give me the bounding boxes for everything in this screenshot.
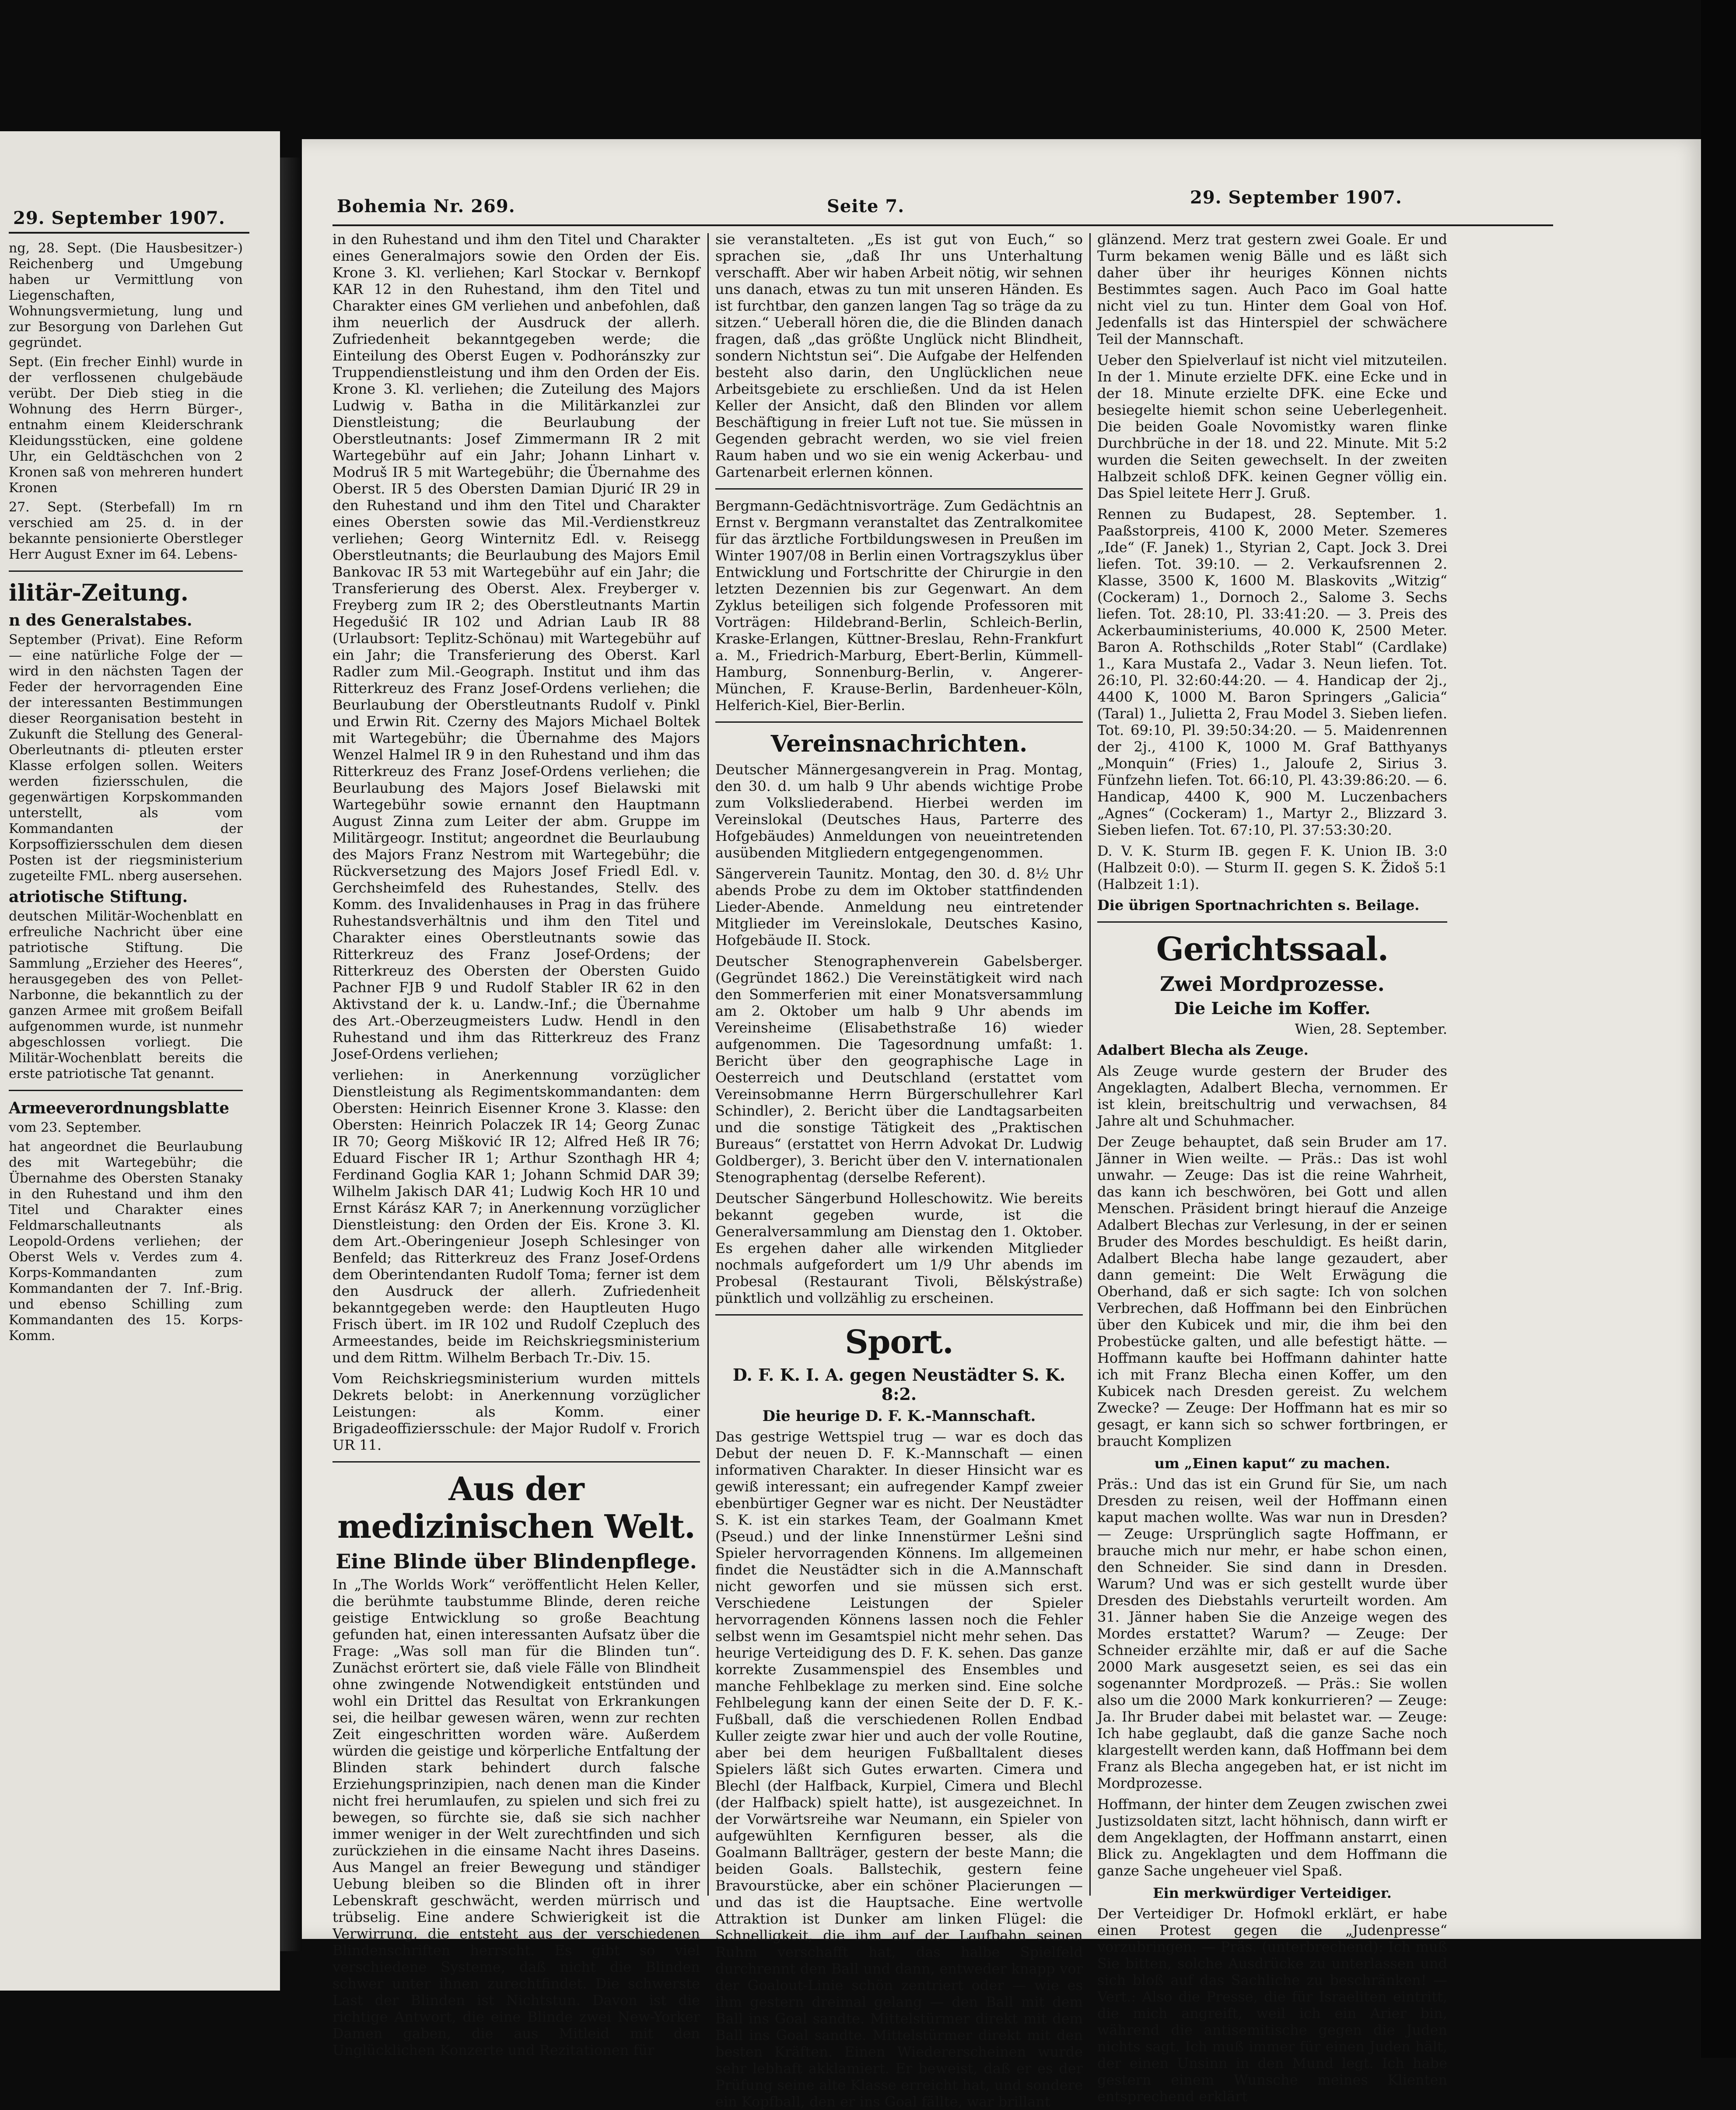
article-subtitle: Adalbert Blecha als Zeuge. <box>1097 1042 1309 1058</box>
article-paragraph: Der Zeuge behauptet, daß sein Bruder am 17. Jänner in Wien weilte. — Präs.: Das ist wohl unwahr. — Zeuge: Das ist die reine Wahrheit, das kann ich beschwören, bei Gott und allen Menschen. Präsident bringt hierauf die Anzeige Adalbert Blechas zur Verlesung, in der er seinen Bruder des Mordes beschuldigt. Es heißt darin, Adalbert Blecha habe lange gezaudert, aber dann gemeint: Die Welt Erwägung die Oberhand, daß er sich sagte: Ich von solchen Verbrechen, daß Hoffmann bei den Einbrüchen über den Kubicek und mir, die ihm bei den Probestücke galten, und alle befestigt hätte. — Hoffmann kaufte bei Hoffmann dahinter hatte ich mit Franz Blecha einen Koffer, um den Kubicek nach Dresden gereist. Zu welchem Zwecke? — Zeuge: Der Hoffmann hat es mir so gesagt, er kann sich so schwer fortbringen, er braucht Komplizen <box>1097 1134 1447 1449</box>
article-paragraph: verliehen: in Anerkennung vorzüglicher Dienstleistung als Regimentskommandanten: dem Obersten: Heinrich Eisenner Krone 3. Klasse: den Obersten: Heinrich Polaczek IR 14; Georg Zunac IR 70; Georg Mišković IR 12; Alfred Heß IR 76; Eduard Fischer IR 1; Arthur Szonthagh HR 4; Ferdinand Goglia KAR 1; Johann Schmid DAR 39; Wilhelm Jakisch DAR 41; Ludwig Koch HR 10 und Ernst Kárász KAR 7; in Anerkennung vorzüglicher Dienstleistung: den Orden der Eis. Krone 3. Kl. dem Art.-Oberingenieur Joseph Schlesinger von Benfeld; das Ritterkreuz des Franz Josef-Ordens dem Oberintendanten Rudolf Toma; ferner ist dem den Ausdruck der allerh. Zufriedenheit bekanntgegeben werde: den Hauptleuten Hugo Frisch übert. im IR 102 und Rudolf Czepluch des Armeestandes, beide im Reichskriegsministerium und dem Rittm. Wilhelm Berbach Tr.-Div. 15. <box>332 1067 700 1366</box>
column-rule <box>1089 233 1091 1896</box>
left-paragraph: September (Privat). Eine Reform — eine natürliche Folge der — wird in den nächsten Tagen der Feder der hervorragenden Eine der interessanten Bestimmungen dieser Reorganisation besteht in Zukunft die Stellung des General-Oberleutnants di- ptleuten erster Klasse erfolgen sollen. Weiters werden fiziersschulen, die gegenwärtigen Korpskommanden unterstellt, als vom Kommandanten der Korpsoffiziersschulen dem diesen Posten ist der riegsministerium zugeteilte FML. nberg ausersehen. <box>9 632 243 884</box>
divider <box>9 1090 243 1091</box>
article-paragraph: Hoffmann, der hinter dem Zeugen zwischen zwei Justizsoldaten sitzt, lacht höhnisch, dann wirft er dem Angeklagten, der Hoffmann anstarrt, einen Blick zu. Angeklagten und dem Hoffmann die ganze Sache ungeheuer viel Spaß. <box>1097 1796 1447 1879</box>
divider <box>715 721 1083 723</box>
left-subheading: atriotische Stiftung. <box>9 888 188 906</box>
header-rule <box>332 224 1553 226</box>
article-paragraph: Sängerverein Taunitz. Montag, den 30. d. 8½ Uhr abends Probe zu dem im Oktober stattfindenden Lieder-Abende. Anmeldung neu eintretender Mitglieder im Vereinslokale, Deutsches Kasino, Hofgebäude II. Stock. <box>715 865 1083 948</box>
article-title: Eine Blinde über Blindenpflege. <box>336 1550 697 1573</box>
divider <box>9 570 243 572</box>
article-paragraph: in den Ruhestand und ihm den Titel und Charakter eines Generalmajors sowie den Orden der Eis. Krone 3. Kl. verliehen; Karl Stockar v. Bernkopf KAR 12 in den Ruhestand, ihm den Titel und Charakter eines GM verliehen und anbefohlen, daß ihm neuerlich der Ausdruck der allerh. Zufriedenheit bekanntgegeben werde; die Einteilung des Oberst Eugen v. Podhoránszky zur Truppendienstleistung und ihm den Orden der Eis. Krone 3. Kl. verliehen; die Zuteilung des Majors Ludwig v. Batha in die Militärkanzlei zur Dienstleistung; die Beurlaubung der Oberstleutnants: Josef Zimmermann IR 2 mit Wartegebühr auf ein Jahr; Johann Linhart v. Modruš IR 5 mit Wartegebühr; die Übernahme des Oberst. IR 5 des Obersten Damian Djurić IR 29 in den Ruhestand und ihm den Titel und Charakter eines Obersten sowie das Mil.-Verdienstkreuz verliehen; Georg Winternitz Edl. v. Reisegg Oberstleutnants; die Beurlaubung des Majors Emil Bankovac IR 53 mit Wartegebühr auf ein Jahr; die Transferierung des Oberst. Alex. Freyberger v. Freyberg zum IR 2; des Oberstleutnants Martin Hegedušić IR 102 und Adrian Laub IR 88 (Urlaubsort: Teplitz-Schönau) mit Wartegebühr auf ein Jahr; die Transferierung des Oberst. Karl Radler zum Mil.-Geograph. Institut und ihm das Ritterkreuz des Franz Josef-Ordens verliehen; die Beurlaubung der Oberstleutnants Rudolf v. Pinkl und Erwin Rit. Czerny des Majors Michael Boltek mit Wartegebühr; die Übernahme des Majors Wenzel Halmel IR 9 in den Ruhestand und ihm das Ritterkreuz des Franz Josef-Ordens verliehen; die Beurlaubung des Majors Josef Bielawski mit Wartegebühr sowie ernannt den Hauptmann August Zinna zum Leiter der abm. Gruppe im Militärgeogr. Institut; angeordnet die Beurlaubung des Majors Franz Nestrom mit Wartegebühr; die Rückversetzung des Majors Josef Friedl Edl. v. Gerchsheimfeld des Ruhestandes, Stellv. des Komm. des Invalidenhauses in Prag in das frühere Ruhestandsverhältnis und ihm den Titel und Charakter eines Oberstleutnants sowie das Ritterkreuz des Franz Josef-Ordens; der Ritterkreuz des Obersten der Obersten Guido Pachner FJB 9 und Rudolf Stabler IR 62 in den Aktivstand der k. u. Landw.-Inf.; die Übernahme des Art.-Oberzeugmeisters Ludw. Hendl in den Ruhestand und ihm das Ritterkreuz des Franz Josef-Ordens verliehen; <box>332 231 700 1062</box>
header-page-number: Seite 7. <box>827 196 905 217</box>
article-paragraph: Als Zeuge wurde gestern der Bruder des Angeklagten, Adalbert Blecha, vernommen. Er ist klein, breitschultrig und verwachsen, 84 Jahre alt und Schuhmacher. <box>1097 1063 1447 1129</box>
article-paragraph: Deutscher Stenographenverein Gabelsberger. (Gegründet 1862.) Die Vereinstätigkeit wird nach den Sommerferien mit einer Monatsversammlung am 2. Oktober um halb 9 Uhr abends im Vereinsheime (Elisabethstraße 16) wieder aufgenommen. Die Tagesordnung umfaßt: 1. Bericht über den geographische Lage in Oesterreich und Deutschland (erstattet vom Vereinsobmanne Herrn Bürgerschullehrer Karl Schindler), 2. Bericht über die Landtagsarbeiten und die sonstige Tätigkeit des „Praktischen Bureaus“ (erstattet von Herrn Advokat Dr. Ludwig Goldberger), 3. Bericht über den V. internationalen Stenographentag (derselbe Referent). <box>715 953 1083 1186</box>
article-paragraph: Vom Reichskriegsministerium wurden mittels Dekrets belobt: in Anerkennung vorzüglicher Leistungen: als Komm. einer Brigadeoffiziersschule: der Major Rudolf v. Frorich UR 11. <box>332 1370 700 1453</box>
dateline: Wien, 28. September. <box>1295 1021 1447 1037</box>
left-paragraph: 27. Sept. (Sterbefall) Im rn verschied am 25. d. in der bekannte pensionierte Oberstleger Herr August Exner im 64. Lebens- <box>9 500 243 562</box>
article-subtitle: Die Leiche im Koffer. <box>1174 998 1371 1018</box>
article-paragraph: D. V. K. Sturm IB. gegen F. K. Union IB. 3:0 (Halbzeit 0:0). — Sturm II. gegen S. K. Židoš 5:1 (Halbzeit 1:1). <box>1097 843 1447 892</box>
left-section-heading: ilitär-Zeitung. <box>9 580 189 606</box>
article-paragraph: Präs.: Und das ist ein Grund für Sie, um nach Dresden zu reisen, weil der Hoffmann einen kaput machen wollte. Was war nun in Dresden? — Zeuge: Ursprünglich sagte Hoffmann, er brauche mich nur mehr, er habe schon einen, den Schneider. Sie sind dann in Dresden. Warum? Und was er sich gestellt wurde über Dresden des Diebstahls verurteilt worden. Am 31. Jänner haben Sie die Anzeige wegen des Mordes erstattet? Warum? — Zeuge: Der Schneider erzählte mir, daß er auf die Sache 2000 Mark ausgesetzt seien, es sei das ein sogenannter Mordprozeß. — Präs.: Sie wollen also um die 2000 Mark konkurrieren? — Zeuge: Ja. Ihr Bruder dabei mit belastet war. — Zeuge: Ich habe geglaubt, daß die ganze Sache noch klargestellt werden kann, daß Hoffmann bei dem Franz als Blecha angegeben hat, er ist nicht im Mordprozesse. <box>1097 1476 1447 1792</box>
article-paragraph: Bergmann-Gedächtnisvorträge. Zum Gedächtnis an Ernst v. Bergmann veranstaltet das Zentralkomitee für das ärztliche Fortbildungswesen in Preußen im Winter 1907/08 in Berlin einen Vortragszyklus über Entwicklung und Fortschritte der Chirurgie in den letzten Dezennien bis zur Gegenwart. An dem Zyklus beteiligen sich folgende Professoren mit Vorträgen: Hildebrand-Berlin, Schleich-Berlin, Kraske-Erlangen, Küttner-Breslau, Rehn-Frankfurt a. M., Friedrich-Marburg, Ebert-Berlin, Kümmell-Hamburg, Sonnenburg-Berlin, v. Angerer-München, F. Krause-Berlin, Bardenheuer-Köln, Helferich-Kiel, Bier-Berlin. <box>715 497 1083 714</box>
column-rule <box>707 233 709 1896</box>
article-paragraph: sie veranstalteten. „Es ist gut von Euch,“ so sprachen sie, „daß Ihr uns Unterhaltung verschafft. Aber wir haben Arbeit nötig, wir sehnen uns danach, etwas zu tun mit unseren Händen. Es ist furchtbar, den ganzen langen Tag so träge da zu sitzen.“ Ueberall hören die, die die Blinden danach fragen, daß „das größte Unglück nicht Blindheit, sondern Nichtstun sei“. Die Aufgabe der Helfenden besteht also darin, den Unglücklichen neue Arbeitsgebiete zu erschließen. Und da ist Helen Keller der Ansicht, daß den Blinden vor allem Beschäftigung in freier Luft not tue. Sie müssen in Gegenden gebracht werden, wo sie viel freien Raum haben und wo sie ein wenig Ackerbau- und Gartenarbeit erlernen können. <box>715 231 1083 480</box>
article-paragraph: Das gestrige Wettspiel trug — war es doch das Debut der neuen D. F. K.-Mannschaft — einen informativen Charakter. In dieser Hinsicht war es gewiß interessant; ein aufregender Kampf zweier ebenbürtiger Gegner war es nicht. Der Neustädter S. K. ist ein starkes Team, der Goalmann Kmet (Pseud.) und der linke Innenstürmer Lešni sind Spieler hervorragenden Könnens. Im allgemeinen findet die Neustädter sich in die A.Mannschaft nicht geworfen und sie müssen sich erst. Verschiedene Leistungen der Spieler hervorragenden Könnens lassen noch die Fehler selbst wenn im Gesamtspiel nicht mehr sehen. Das heurige Verteidigung des D. F. K. sehen. Das ganze korrekte Zusammenspiel des Ensembles und manche Fehlbeklage zu merken sind. Eine solche Fehlbelegung kann der einen Seite der D. F. K.-Fußball, daß die verschiedenen Rollen Endbad Kuller zeigte zwar hier und auch der volle Routine, aber bei dem heurigen Fußballtalent dieses Spielers läßt sich Gutes erwarten. Cimera und Blechl (der Halfback, Kurpiel, Cimera und Blechl (der Halfback) spielt hatte), ist ausgezeichnet. In der Vorwärtsreihe war Neumann, ein Spieler von aufgewühlten Kernfiguren besser, als die Goalmann Ballträger, gestern der beste Mann; die beiden Goals. Ballstechik, gestern feine Bravourstücke, aber ein schöner Placierungen — und das ist die Hauptsache. Eine wertvolle Attraktion ist Dunker am linken Flügel: die Schnelligkeit, die ihm auf der Laufbahn seinen Ruhm verschafft hat, das halbe Spielfeld durchrennt den Ball und dann, entweder knapp vor der Goalout-Linie schön zentriert oder — wie es ihm gestern dreimal gelang — den Ball mit dem Ball ins Goal sandte. Mittelstürmer direkt mit dem Ball ins Goal sandte. Mittelstürmer direkt mit den besten Kräften. Einen Wiedererscheinen wurde sehr lebhaft akklamiert. Er beweist, daß er es der Prüfung seine alte Klasse erreicht hat, und sondere ein Kopfball, den er ins Goal fällte, war brillant <box>715 1428 1083 2110</box>
header-date: 29. September 1907. <box>1190 187 1402 208</box>
section-heading-medicine: Aus der medizinischen Welt. <box>337 1470 695 1546</box>
article-paragraph: Die übrigen Sportnachrichten s. Beilage. <box>1097 897 1420 913</box>
header-paper-number: Bohemia Nr. 269. <box>337 196 515 217</box>
left-paragraph: hat angeordnet die Beurlaubung des mit Wartegebühr; die Übernahme des Obersten Stanaky in den Ruhestand und ihm den Titel und Charakter eines Feldmarschalleutnants als Leopold-Ordens verliehen; der Oberst Wels v. Verdes zum 4. Korps-Kommandanten zum Kommandanten der 7. Inf.-Brig. und ebenso Schilling zum Kommandanten des 15. Korps-Komm. <box>9 1139 243 1344</box>
article-paragraph: Deutscher Männergesangverein in Prag. Montag, den 30. d. um halb 9 Uhr abends wichtige Probe zum Volksliederabend. Hierbei werden im Vereinslokal (Deutsches Haus, Parterre des Hofgebäudes) Anmeldungen von neueintretenden ausübenden Mitgliedern entgegengenommen. <box>715 761 1083 861</box>
left-paragraph: Sept. (Ein frecher Einhl) wurde in der verflossenen chulgebäude verübt. Der Dieb stieg in die Wohnung des Herrn Bürger-, entnahm einem Kleiderschrank Kleidungsstücken, eine goldene Uhr, ein Geldtäschchen von 2 Kronen saß von mehreren hundert Kronen <box>9 354 243 496</box>
left-head-rule <box>9 232 249 234</box>
left-column <box>9 241 243 1969</box>
section-heading-sport: Sport. <box>845 1323 953 1361</box>
article-title: Zwei Mordprozesse. <box>1160 972 1385 996</box>
left-paragraph: vom 23. September. <box>9 1120 142 1135</box>
column-3 <box>1097 231 1447 2105</box>
newspaper-page <box>302 139 1706 2110</box>
section-heading-clubs: Vereinsnachrichten. <box>770 731 1028 757</box>
left-paragraph: ng, 28. Sept. (Die Hausbesitzer-) Reichenberg und Umgebung haben ur Vermittlung von Liegenschaften, Wohnungsvermietung, lung und zur Besorgung von Darlehen Gut gegründet. <box>9 241 243 350</box>
divider <box>715 488 1083 490</box>
left-page <box>0 131 280 1991</box>
divider <box>332 1461 700 1463</box>
article-paragraph: In „The Worlds Work“ veröffentlicht Helen Keller, die berühmte taubstumme Blinde, deren reiche geistige Entwicklung so große Beachtung gefunden hat, einen interessanten Aufsatz über die Frage: „Was soll man für die Blinden tun“. Zunächst erörtert sie, daß viele Fälle von Blindheit ohne zwingende Notwendigkeit entstünden und wohl ein Drittel das Resultat von Erkrankungen sei, die heilbar gewesen wären, wenn zur rechten Zeit eingeschritten worden wäre. Außerdem würden die geistige und körperliche Entfaltung der Blinden stark behindert durch falsche Erziehungsprinzipien, nach denen man die Kinder nicht frei herumlaufen, zu spielen und sich frei zu bewegen, so fürchte sie, daß sie sich nachher immer weniger in der Welt zurechtfinden und sich zurückziehen in die einsame Nacht ihres Daseins. Aus Mangel an freier Bewegung und ständiger Uebung bleiben so die Blinden oft in ihrer Lebenskraft geschwächt, werden mürrisch und trübselig. Eine andere Schwierigkeit ist die Verwirrung, die entsteht aus der verschiedenen Blindenschriften herrscht. Es gibt so viel verschiedene Systeme, daß nicht die Blinden schwer unter ihnen zurechtfindet. Die schwerste Last der Blinden ist Nichtstun. Davon ist die richtige Antwort, die eine Blinde zwei New-Yorker Damen gaben, die aus Mitleid mit den Unglücklichen Konzerte und Rezitationen für <box>332 1576 700 2058</box>
article-paragraph: Ueber den Spielverlauf ist nicht viel mitzuteilen. In der 1. Minute erzielte DFK. eine Ecke und in der 18. Minute erzielte DFK. eine Ecke und besiegelte hiemit schon seine Ueberlegenheit. Die beiden Goale Novomistky waren flinke Durchbrüche in der 18. und 22. Minute. Mit 5:2 wurden die Seiten gewechselt. In der zweiten Halbzeit schloß DFK. keinen Gegner völlig ein. Das Spiel leitete Herr J. Gruß. <box>1097 352 1447 501</box>
left-paragraph: deutschen Militär-Wochenblatt en erfreuliche Nachricht über eine patriotische Stiftung. Die Sammlung „Erzieher des Heeres“, herausgegeben des von Pellet-Narbonne, die bekanntlich zu der ganzen Armee mit großem Beifall aufgenommen wurde, ist nunmehr abgeschlossen vorliegt. Die Militär-Wochenblatt bereits die erste patriotische Tat genannt. <box>9 909 243 1081</box>
article-subtitle: Die heurige D. F. K.-Mannschaft. <box>762 1407 1036 1425</box>
background-edge <box>1701 0 1736 2058</box>
article-paragraph: glänzend. Merz trat gestern zwei Goale. Er und Turm bekamen wenig Bälle und es läßt sich daher über ihr heuriges Können nichts Bestimmtes sagen. Auch Paco im Goal hatte nicht viel zu tun. Hinter dem Goal von Hof. Jedenfalls ist das Hinterspiel der schwächere Teil der Mannschaft. <box>1097 231 1447 347</box>
article-paragraph: Deutscher Sängerbund Holleschowitz. Wie bereits bekannt gegeben wurde, ist die Generalversammlung am Dienstag den 1. Oktober. Es ergehen daher alle wirkenden Mitglieder nochmals aufgefordert um 1/9 Uhr abends im Probesal (Restaurant Tivoli, Bělskýstraße) pünktlich und vollzählig zu erscheinen. <box>715 1190 1083 1306</box>
column-2 <box>715 231 1083 2110</box>
article-subtitle: um „Einen kaput“ zu machen. <box>1154 1455 1390 1472</box>
column-1 <box>332 231 700 2058</box>
article-paragraph: Der Verteidiger Dr. Hofmokl erklärt, er habe einen Protest gegen die „Judenpresse“ vorzubringen. — Präs. (unterbrechend): Ich muß Sie bitten, solche Ausdrücke zu unterlassen und sich bloß auf das Sachliche zu beschränken! — Vert.: Also die Presse, die für Israeliten eintritt, die mich angreift, weil ich ein Arier bin, während die antisemitische gegen die Juden nichts sagt. Ich muß immer für einen Juden hält, der einen Unsinn in den Mund legt. Ich habe gestern einem Wunsche meines Klienten entsprechend erklärt <box>1097 1905 1447 2105</box>
match-title: D. F. K. I. A. gegen Neustädter S. K. 8:2. <box>732 1365 1066 1404</box>
article-subtitle: Ein merkwürdiger Verteidiger. <box>1153 1885 1392 1901</box>
section-heading-court: Gerichtssaal. <box>1156 931 1389 968</box>
article-paragraph: Rennen zu Budapest, 28. September. 1. Paaßstorpreis, 4100 K, 2000 Meter. Szemeres „Ide“ (F. Janek) 1., Styrian 2, Capt. Jock 3. Drei liefen. Tot. 39:10. — 2. Verkaufsrennen 2. Klasse, 3500 K, 1600 M. Blaskovits „Witzig“ (Cockeram) 1., Dornoch 2., Salome 3. Sechs liefen. Tot. 28:10, Pl. 33:41:20. — 3. Preis des Ackerbauministeriums, 40.000 K, 2500 Meter. Baron A. Rothschilds „Roter Stabl“ (Cardlake) 1., Kara Mustafa 2., Vadar 3. Neun liefen. Tot. 26:10, Pl. 32:60:44:20. — 4. Handicap der 2j., 4400 K, 1000 M. Baron Springers „Galicia“ (Taral) 1., Julietta 2, Frau Model 3. Sieben liefen. Tot. 69:10, Pl. 39:50:34:20. — 5. Maidenrennen der 2j., 4100 K, 1000 M. Graf Batthyanys „Monquin“ (Fries) 1., Jaloufe 2, Sirius 3. Fünfzehn liefen. Tot. 66:10, Pl. 43:39:86:20. — 6. Handicap, 4400 K, 900 M. Luczenbachers „Agnes“ (Cockeram) 1., Martyr 2., Blizzard 3. Sieben liefen. Tot. 67:10, Pl. 37:53:30:20. <box>1097 506 1447 838</box>
left-page-date: 29. September 1907. <box>13 208 225 228</box>
divider <box>715 1314 1083 1316</box>
divider <box>1097 921 1447 923</box>
left-subheading: n des Generalstabes. <box>9 611 192 630</box>
left-subheading: Armeeverordnungsblatte <box>9 1099 230 1117</box>
